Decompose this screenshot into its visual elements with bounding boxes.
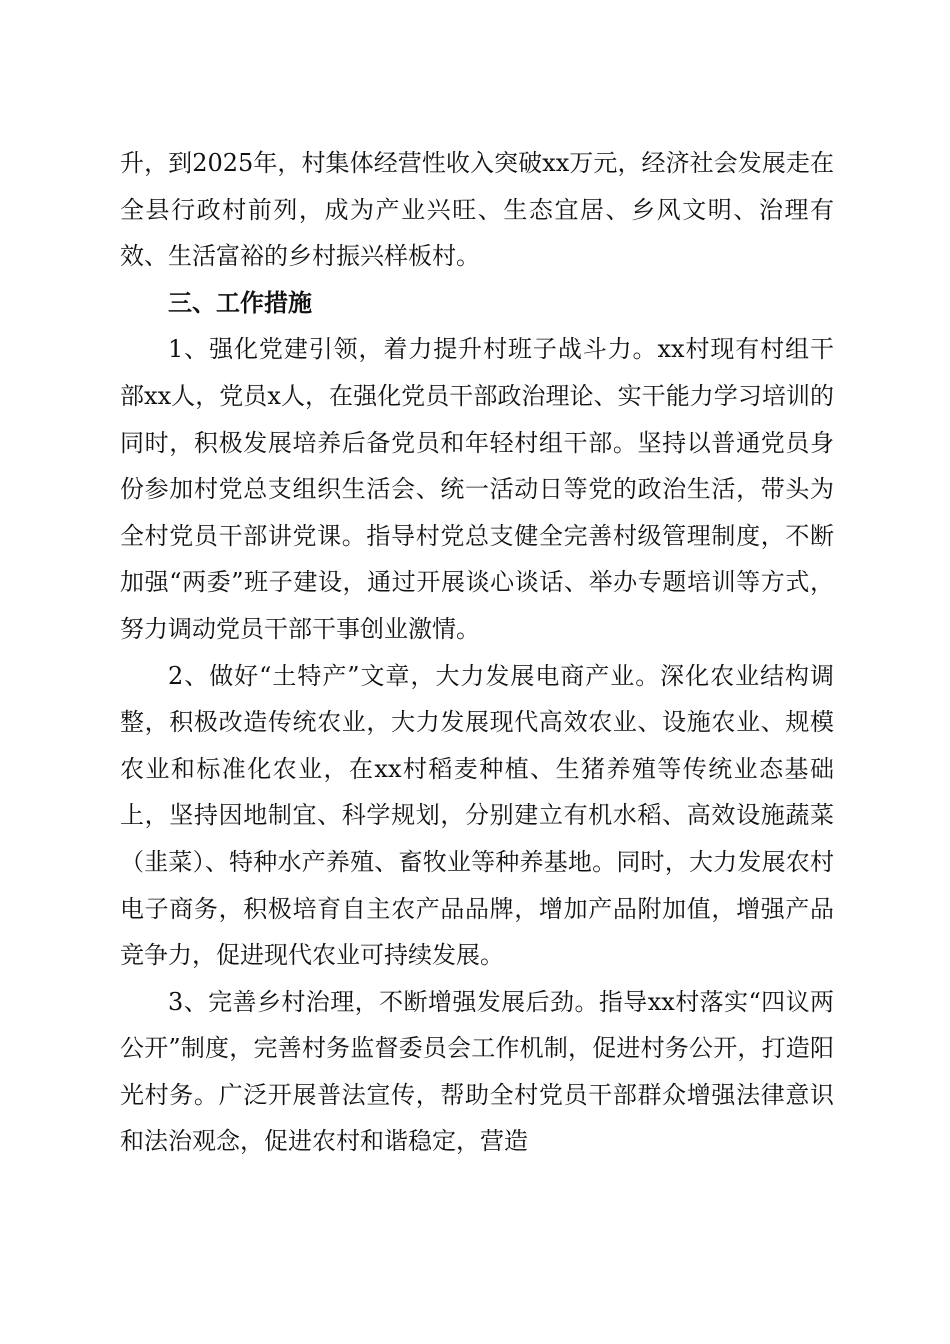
measure-paragraph-2: 2、做好“土特产”文章，大力发展电商产业。深化农业结构调整，积极改造传统农业，大力发展现代高效农业、设施农业、规模农业和标准化农业，在xx村稻麦种植、生猪养殖等传统业态基础上，坚持因地制宜、科学规划，分别建立有机水稻、高效设施蔬菜（韭菜）、特种水产养殖、畜牧业等种养基地。同时，大力发展农村电子商务，积极培育自主农产品品牌，增加产品附加值，增强产品竞争力，促进现代农业可持续发展。 <box>120 661 834 970</box>
measure-paragraph-3: 3、完善乡村治理，不断增强发展后劲。指导xx村落实“四议两公开”制度，完善村务监督委员会工作机制，促进村务公开，打造阳光村务。广泛开展普法宣传，帮助全村党员干部群众增强法律意识和法治观念，促进农村和谐稳定，营造 <box>120 987 834 1156</box>
section-heading-work-measures: 三、工作措施 <box>168 288 312 317</box>
continuation-paragraph: 升，到2025年，村集体经营性收入突破xx万元，经济社会发展走在全县行政村前列，成为产业兴旺、生态宜居、乡风文明、治理有效、生活富裕的乡村振兴样板村。 <box>120 149 834 271</box>
measure-paragraph-1: 1、强化党建引领，着力提升村班子战斗力。xx村现有村组干部xx人，党员x人，在强化党员干部政治理论、实干能力学习培训的同时，积极发展培养后备党员和年轻村组干部。坚持以普通党员身份参加村党总支组织生活会、统一活动日等党的政治生活，带头为全村党员干部讲党课。指导村党总支健全完善村级管理制度，不断加强“两委”班子建设，通过开展谈心谈话、举办专题培训等方式，努力调动党员干部干事创业激情。 <box>120 335 834 643</box>
document-body <box>120 140 834 1165</box>
